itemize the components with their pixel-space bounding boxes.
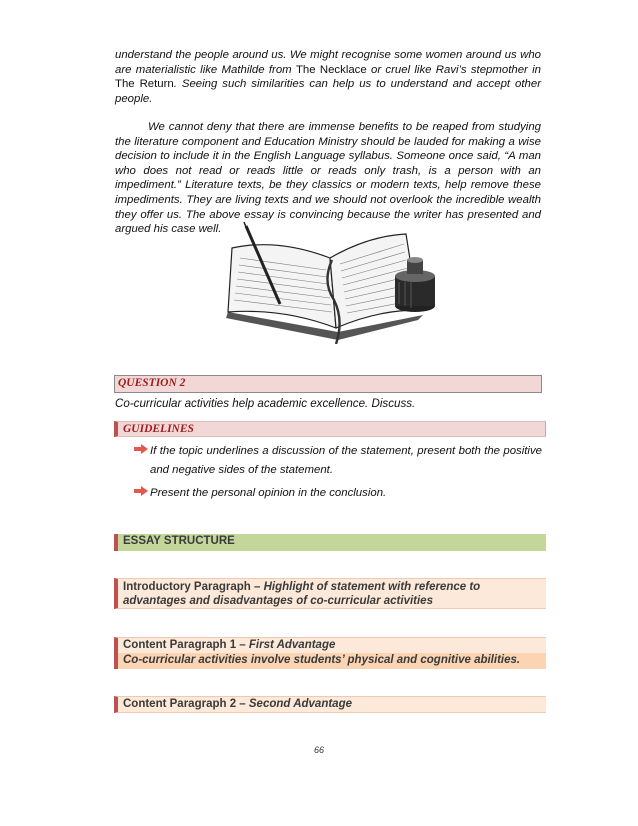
title-the-return: The Return bbox=[115, 78, 174, 91]
content-paragraph-1-detail-band bbox=[114, 653, 546, 669]
open-book-with-pen-and-inkwell-icon bbox=[218, 220, 440, 344]
essay-structure-title: ESSAY STRUCTURE bbox=[123, 535, 235, 547]
cp2-description: Second Advantage bbox=[248, 698, 352, 710]
introductory-paragraph-text bbox=[123, 580, 543, 608]
intro-label: Introductory Paragraph – bbox=[123, 581, 264, 593]
content-paragraph-1-label bbox=[123, 639, 335, 651]
cp1-detail-text: Co-curricular activities involve students’ physical and cognitive abilities. bbox=[123, 654, 521, 666]
guidelines-header bbox=[114, 421, 546, 437]
cp2-label: Content Paragraph 2 – bbox=[123, 698, 249, 710]
title-the-necklace: The Necklace bbox=[295, 63, 367, 76]
cp1-description: First Advantage bbox=[248, 639, 336, 651]
text-run: or cruel like Ravi’s stepmother in bbox=[366, 63, 541, 76]
essay-structure-header bbox=[114, 534, 546, 551]
cp1-detail bbox=[123, 654, 520, 666]
arrow-right-icon bbox=[134, 486, 148, 496]
arrow-right-icon bbox=[134, 444, 148, 454]
guideline-text: Present the personal opinion in the conclusion. bbox=[150, 487, 387, 499]
question-header bbox=[114, 375, 542, 393]
introductory-paragraph-box bbox=[114, 578, 546, 609]
content-paragraph-2-box bbox=[114, 696, 546, 713]
text-run: understand the people around us. We might recognise some women around us who are materialistic like Mathilde from bbox=[115, 49, 541, 76]
page-number: 66 bbox=[313, 745, 324, 755]
intro-description: Highlight of statement with reference to advantages and disadvantages of co-curricular activities bbox=[123, 581, 481, 607]
text-run: . Seeing such similarities can help us to understand and accept other people. bbox=[115, 78, 541, 105]
question-title: QUESTION 2 bbox=[118, 377, 186, 389]
guideline-text: If the topic underlines a discussion of the statement, present both the positive and negative sides of the statement. bbox=[150, 445, 542, 476]
content-paragraph-2-label bbox=[123, 698, 352, 710]
cp1-label: Content Paragraph 1 – bbox=[123, 639, 249, 651]
body-paragraph-2: We cannot deny that there are immense benefits to be reaped from studying the literature component and Education Ministry should be lauded for making a wise decision to include it in the English Language syllabus. Someone once said, “A man who does not read or reads little or reads only trash, is a person with an impediment.” Literature texts, be they classics or modern texts, help remove these impediments. They are living texts and we should not overlook the incredible wealth they offer us. The above essay is convincing because the writer has presented and argued his case well. bbox=[115, 121, 541, 236]
body-paragraph-1 bbox=[115, 48, 541, 106]
guidelines-title: GUIDELINES bbox=[123, 423, 194, 435]
content-paragraph-1-box bbox=[114, 637, 546, 653]
question-text: Co-curricular activities help academic excellence. Discuss. bbox=[115, 397, 416, 410]
